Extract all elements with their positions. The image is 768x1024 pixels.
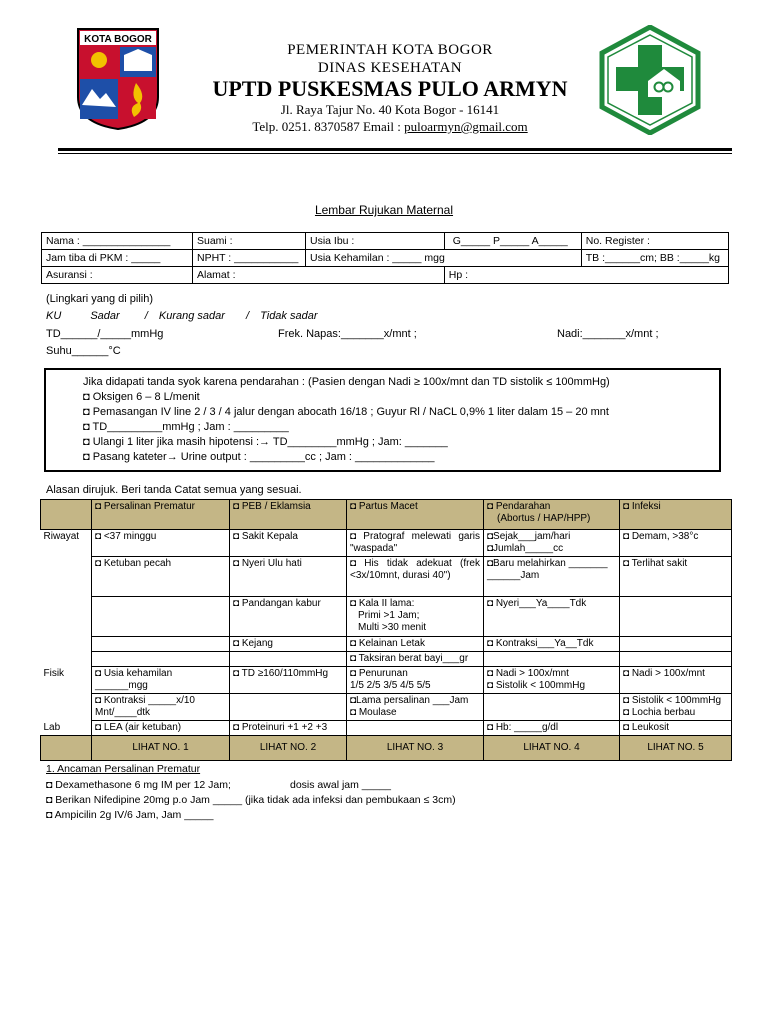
field-alamat[interactable]: Alamat : — [193, 267, 445, 284]
table-row — [41, 500, 732, 530]
cell-empty — [230, 652, 347, 667]
table-row — [41, 597, 732, 637]
ku-sep: / — [246, 310, 250, 322]
cell-check[interactable]: ◘ Nyeri Ulu hati — [230, 557, 347, 597]
section1-line2[interactable]: ◘ Berikan Nifedipine 20mg p.o Jam _____ (jika tidak ada infeksi dan pembukaan ≤ 3cm) — [46, 794, 456, 806]
table-row — [41, 637, 732, 652]
cell-check[interactable]: ◘ Sakit Kepala — [230, 530, 347, 557]
cell-empty — [484, 694, 620, 721]
cell-line: ◘ Lochia berbau — [623, 707, 696, 718]
cell-line: ◘Sejak___jam/hari — [487, 531, 571, 542]
cell-line: ◘ Nadi > 100x/mnt — [487, 668, 569, 679]
shock-item[interactable]: ◘ Pasang kateter→ Urine output : _________cc ; Jam : _____________ — [83, 451, 435, 463]
cell-check[interactable]: ◘ TD ≥160/110mmHg — [230, 667, 347, 694]
cell-check[interactable]: ◘ LEA (air ketuban) — [92, 721, 230, 736]
cell-line: ◘ Kontraksi _____x/10 — [95, 695, 195, 706]
field-frek-napas[interactable]: Frek. Napas:_______x/mnt ; — [278, 328, 417, 340]
field-tb-bb[interactable]: TB :______cm; BB :_____kg — [581, 250, 728, 267]
cell-empty — [620, 637, 732, 652]
shock-instruction-box — [44, 368, 721, 472]
shock-intro: Jika didapati tanda syok karena pendarahan : (Pasien dengan Nadi ≥ 100x/mnt dan TD sistolik ≤ 100mmHg) — [83, 376, 610, 388]
field-asuransi[interactable]: Asuransi : — [42, 267, 193, 284]
cell-check[interactable] — [484, 667, 620, 694]
side-empty — [41, 557, 92, 597]
field-usia-ibu[interactable]: Usia Ibu : — [306, 233, 445, 250]
cell-check[interactable]: ◘ Terlihat sakit — [620, 557, 732, 597]
field-gpa[interactable]: G_____ P_____ A_____ — [444, 233, 581, 250]
doc-title: Lembar Rujukan Maternal — [314, 203, 454, 217]
org-address: Jl. Raya Tajur No. 40 Kota Bogor - 16141 — [280, 102, 500, 117]
cell-line: Primi >1 Jam; — [358, 610, 420, 621]
cell-check[interactable] — [484, 557, 620, 597]
col-infeksi[interactable]: ◘ Infeksi — [620, 500, 732, 530]
puskesmas-logo — [598, 25, 702, 135]
dept-name: DINAS KESEHATAN — [317, 60, 463, 76]
ku-sep: / — [144, 310, 148, 322]
cell-check[interactable] — [92, 694, 230, 721]
cell-line: ◘Baru melahirkan _______ — [487, 558, 608, 569]
cell-line: ______Jam — [487, 570, 540, 581]
patient-info-table — [41, 232, 729, 284]
cell-check[interactable]: ◘ His tidak adekuat (frek <3x/10mnt, durasi 40") — [347, 557, 484, 597]
cell-line: ◘ Sistolik < 100mmHg — [623, 695, 722, 706]
cell-check[interactable]: ◘ Demam, >38°c — [620, 530, 732, 557]
footer-lihat-1[interactable]: LIHAT NO. 1 — [92, 736, 230, 761]
cell-check[interactable] — [620, 694, 732, 721]
section1-title: 1. Ancaman Persalinan Prematur — [46, 763, 201, 775]
cell-check[interactable]: ◘ Leukosit — [620, 721, 732, 736]
cell-line: Multi >30 menit — [358, 622, 427, 633]
table-row — [41, 736, 732, 761]
org-name: UPTD PUSKESMAS PULO ARMYN — [212, 76, 568, 101]
footer-lihat-2[interactable]: LIHAT NO. 2 — [230, 736, 347, 761]
footer-lihat-5[interactable]: LIHAT NO. 5 — [620, 736, 732, 761]
table-row — [41, 667, 732, 694]
cell-empty — [620, 597, 732, 637]
cell-line: ◘ Penurunan — [350, 668, 408, 679]
col-persalinan-prematur[interactable]: ◘ Persalinan Prematur — [92, 500, 230, 530]
header-divider — [58, 148, 732, 151]
cell-check[interactable]: ◘ Taksiran berat bayi___gr — [347, 652, 484, 667]
cell-check[interactable]: ◘ Kelainan Letak — [347, 637, 484, 652]
col-peb-eklamsia[interactable]: ◘ PEB / Eklamsia — [230, 500, 347, 530]
side-empty — [41, 694, 92, 721]
contact-prefix: Telp. 0251. 8370587 Email : — [252, 119, 405, 134]
footer-corner — [41, 736, 92, 761]
field-hp[interactable]: Hp : — [444, 267, 728, 284]
field-nama[interactable]: Nama : _______________ — [42, 233, 193, 250]
col-pendarahan-sub: (Abortus / HAP/HPP) — [497, 513, 591, 524]
cell-line: Mnt/____dtk — [95, 707, 151, 718]
cell-line: ◘ Sistolik < 100mmHg — [487, 680, 586, 691]
shock-item[interactable]: ◘ Pemasangan IV line 2 / 3 / 4 jalur dengan abocath 16/18 ; Guyur Rl / NaCL 0,9% 1 liter dalam 15 – 20 mnt — [83, 406, 609, 418]
field-usia-kehamilan[interactable]: Usia Kehamilan : _____ mgg — [306, 250, 582, 267]
field-td[interactable]: TD______/_____mmHg — [46, 328, 164, 340]
cell-check[interactable]: ◘ <37 minggu — [92, 530, 230, 557]
cell-line: ◘Jumlah_____cc — [487, 543, 564, 554]
cell-check[interactable] — [347, 694, 484, 721]
cell-line: 1/5 2/5 3/5 4/5 5/5 — [350, 680, 431, 691]
side-lab: Lab — [41, 721, 92, 736]
table-row — [42, 267, 729, 284]
cell-check[interactable]: ◘ Nyeri___Ya____Tdk — [484, 597, 620, 637]
section1-line1b[interactable]: dosis awal jam _____ — [290, 779, 391, 791]
cell-line: ◘ Usia kehamilan — [95, 668, 173, 679]
cell-check[interactable]: ◘ Pandangan kabur — [230, 597, 347, 637]
cell-empty — [92, 597, 230, 637]
table-row — [42, 233, 729, 250]
ku-option-sadar[interactable]: Sadar — [90, 310, 120, 322]
reasons-intro: Alasan dirujuk. Beri tanda Catat semua yang sesuai. — [46, 484, 302, 496]
section1-line1a[interactable]: ◘ Dexamethasone 6 mg IM per 12 Jam; — [46, 779, 231, 791]
side-empty — [41, 597, 92, 637]
cell-line: ◘ Kala II lama: — [350, 598, 415, 609]
col-pendarahan-label: ◘ Pendarahan — [487, 501, 551, 512]
ku-option-kurang-sadar[interactable]: Kurang sadar — [158, 310, 225, 322]
table-row — [41, 557, 732, 597]
corner-cell — [41, 500, 92, 530]
footer-lihat-4[interactable]: LIHAT NO. 4 — [484, 736, 620, 761]
cell-check[interactable] — [484, 530, 620, 557]
table-row — [41, 652, 732, 667]
cell-line: ______mgg — [95, 680, 148, 691]
table-row — [41, 721, 732, 736]
shock-item[interactable]: ◘ TD_________mmHg ; Jam : _________ — [83, 421, 289, 433]
cell-empty — [230, 694, 347, 721]
reasons-table — [40, 499, 732, 761]
kota-bogor-logo — [76, 27, 160, 131]
cell-empty — [92, 637, 230, 652]
col-pendarahan[interactable] — [484, 500, 620, 530]
section1-line3[interactable]: ◘ Ampicilin 2g IV/6 Jam, Jam _____ — [46, 809, 214, 821]
cell-line: ◘Lama persalinan ___Jam — [350, 695, 469, 706]
table-row — [41, 694, 732, 721]
shock-item[interactable]: ◘ Oksigen 6 – 8 L/menit — [83, 391, 200, 403]
cell-check[interactable]: ◘ Proteinuri +1 +2 +3 — [230, 721, 347, 736]
ku-label: KU — [46, 310, 62, 322]
instruction-text: (Lingkari yang di pilih) — [46, 293, 153, 305]
table-row — [42, 250, 729, 267]
cell-line: ◘ Moulase — [350, 707, 397, 718]
cell-check[interactable]: ◘ Kontraksi___Ya__Tdk — [484, 637, 620, 652]
col-partus-macet[interactable]: ◘ Partus Macet — [347, 500, 484, 530]
cell-check[interactable] — [347, 667, 484, 694]
gov-name: PEMERINTAH KOTA BOGOR — [287, 42, 493, 58]
cell-check[interactable] — [347, 597, 484, 637]
shock-item[interactable]: ◘ Ulangi 1 liter jika masih hipotensi :→ TD________mmHg ; Jam: _______ — [83, 436, 448, 448]
side-fisik: Fisik — [41, 667, 92, 694]
cell-check[interactable] — [92, 667, 230, 694]
ku-option-tidak-sadar[interactable]: Tidak sadar — [260, 310, 318, 322]
cell-check[interactable]: ◘ Ketuban pecah — [92, 557, 230, 597]
cell-check[interactable]: ◘ Kejang — [230, 637, 347, 652]
field-no-register[interactable]: No. Register : — [581, 233, 728, 250]
header-divider-thin — [58, 153, 732, 154]
email-link[interactable]: puloarmyn@gmail.com — [404, 119, 528, 134]
field-nadi[interactable]: Nadi:_______x/mnt ; — [557, 328, 659, 340]
cell-check[interactable]: ◘ Pratograf melewati garis "waspada" — [347, 530, 484, 557]
field-npht[interactable]: NPHT : ___________ — [193, 250, 306, 267]
cell-empty — [347, 721, 484, 736]
cell-empty — [92, 652, 230, 667]
cell-empty — [620, 652, 732, 667]
cell-check[interactable]: ◘ Hb: _____g/dl — [484, 721, 620, 736]
table-row — [41, 530, 732, 557]
footer-lihat-3[interactable]: LIHAT NO. 3 — [347, 736, 484, 761]
org-contact — [180, 119, 600, 135]
cell-empty — [484, 652, 620, 667]
field-jam-tiba[interactable]: Jam tiba di PKM : _____ — [42, 250, 193, 267]
side-empty — [41, 652, 92, 667]
field-suami[interactable]: Suami : — [193, 233, 306, 250]
ku-row — [46, 310, 318, 322]
svg-text:KOTA BOGOR: KOTA BOGOR — [84, 34, 152, 45]
side-empty — [41, 637, 92, 652]
side-riwayat: Riwayat — [41, 530, 92, 557]
field-suhu[interactable]: Suhu______°C — [46, 345, 121, 357]
cell-check[interactable]: ◘ Nadi > 100x/mnt — [620, 667, 732, 694]
